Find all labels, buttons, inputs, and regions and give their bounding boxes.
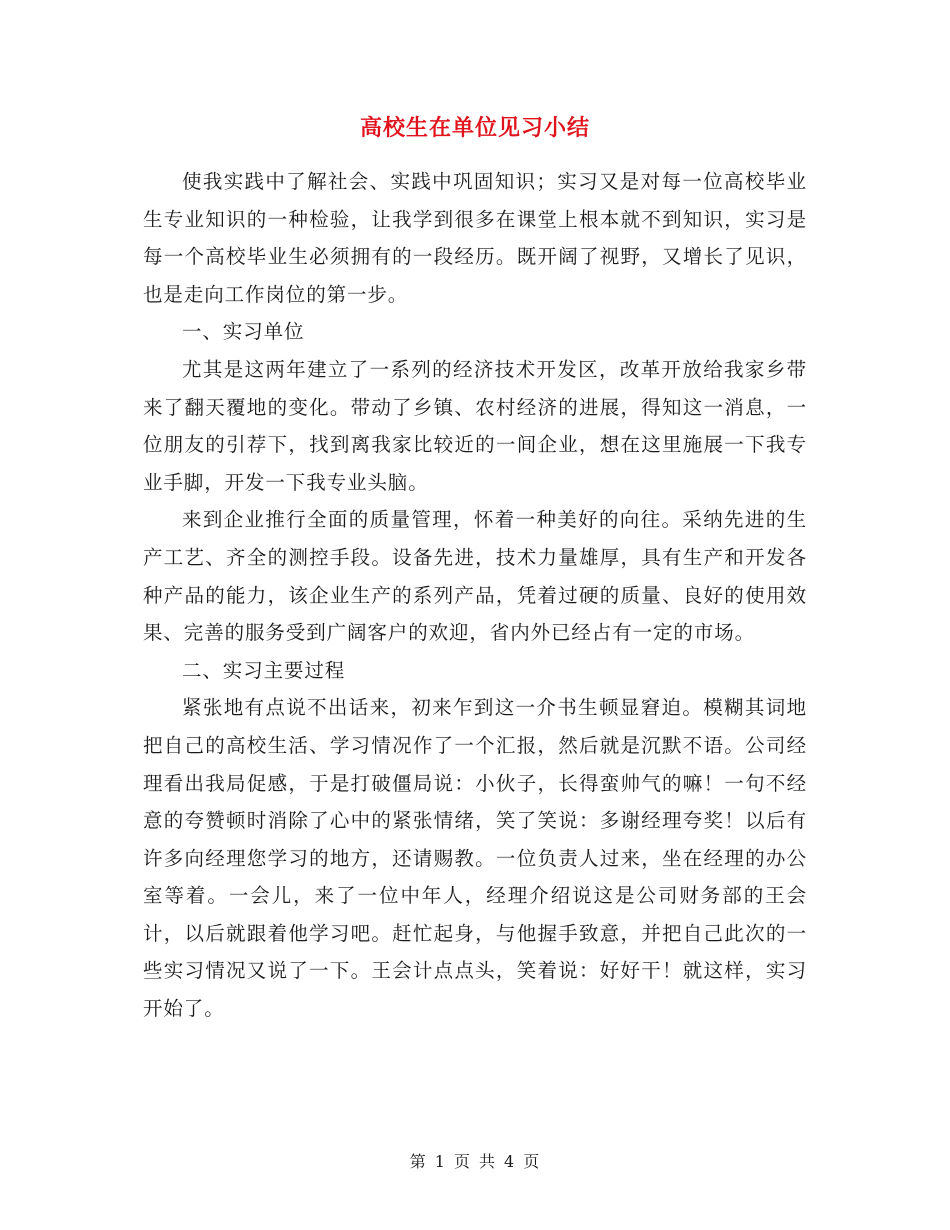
footer-suffix: 页	[523, 1152, 541, 1171]
paragraph-intro: 使我实践中了解社会、实践中巩固知识；实习又是对每一位高校毕业生专业知识的一种检验，让我学到很多在课堂上根本就不到知识，实习是每一个高校毕业生必须拥有的一段经历。既开阔了视野，又增长了见识，也是走向工作岗位的第一步。	[143, 170, 807, 306]
paragraph-unit-background: 尤其是这两年建立了一系列的经济技术开发区，改革开放给我家乡带来了翻天覆地的变化。带动了乡镇、农村经济的进展，得知这一消息，一位朋友的引荐下，找到离我家比较近的一间企业，想在这里施展一下我专业手脚，开发一下我专业头脑。	[143, 357, 807, 494]
footer-prefix: 第	[409, 1152, 427, 1171]
document-body	[143, 163, 807, 1028]
document-title: 高校生在单位见习小结	[359, 115, 590, 141]
page-footer	[0, 1150, 950, 1174]
footer-page-word: 页	[453, 1152, 471, 1171]
paragraph-company-description: 来到企业推行全面的质量管理，怀着一种美好的向往。采纳先进的生产工艺、齐全的测控手段。设备先进，技术力量雄厚，具有生产和开发各种产品的能力，该企业生产的系列产品，凭着过硬的质量、良好的使用效果、完善的服务受到广阔客户的欢迎，省内外已经占有一定的市场。	[143, 508, 807, 645]
footer-total-pages: 4	[504, 1152, 516, 1171]
footer-current-page: 1	[434, 1152, 446, 1171]
section-heading-main-process: 二、实习主要过程	[182, 658, 346, 682]
footer-total-prefix: 共	[479, 1152, 497, 1171]
section-heading-internship-unit: 一、实习单位	[182, 320, 305, 344]
paragraph-process-detail: 紧张地有点说不出话来，初来乍到这一介书生顿显窘迫。模糊其词地把自己的高校生活、学习情况作了一个汇报，然后就是沉默不语。公司经理看出我局促感，于是打破僵局说：小伙子，长得蛮帅气的嘛！一句不经意的夸赞顿时消除了心中的紧张情绪，笑了笑说：多谢经理夸奖！以后有许多向经理您学习的地方，还请赐教。一位负责人过来，坐在经理的办公室等着。一会儿，来了一位中年人，经理介绍说这是公司财务部的王会计，以后就跟着他学习吧。赶忙起身，与他握手致意，并把自己此次的一些实习情况又说了一下。王会计点点头，笑着说：好好干！就这样，实习开始了。	[143, 696, 807, 1021]
